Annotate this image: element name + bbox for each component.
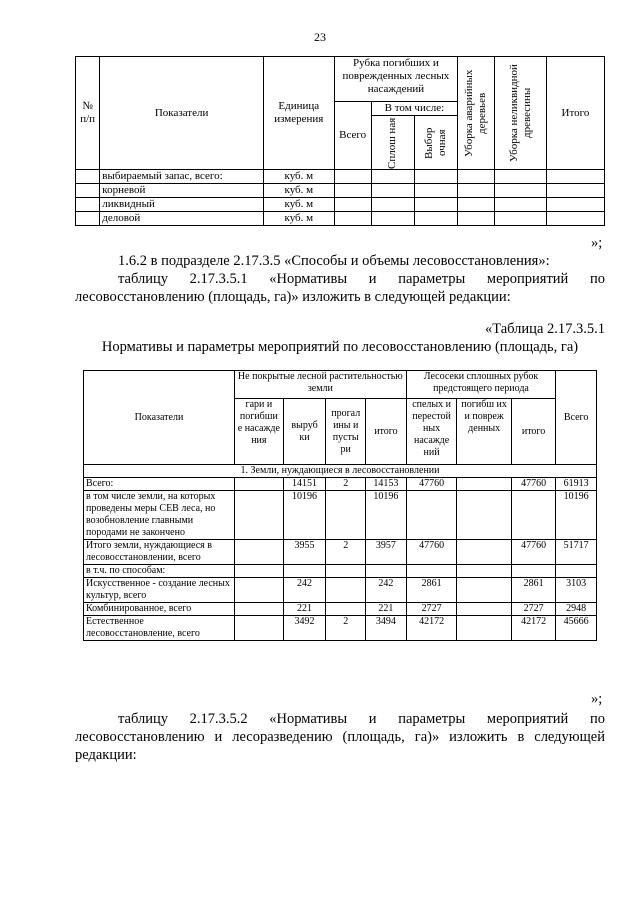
table-cell [511, 565, 555, 578]
reforestation-table [83, 370, 597, 641]
header-total: Итого [546, 57, 604, 170]
table-cell: 2727 [406, 603, 457, 616]
paragraph-1-line-3: лесовосстановлению (площадь, га)» изложить в следующей редакции: [75, 289, 511, 305]
header-mature: спелых и перестой ных насажде ний [406, 399, 457, 465]
header-cut: выруб ки [283, 399, 326, 465]
header-group1: Не покрытые лесной растительностью земли [234, 371, 406, 399]
header-illiquid: Уборка неликвидной древесины [495, 57, 547, 170]
paragraph-2-line-1: таблицу 2.17.3.5.2 «Нормативы и параметры мероприятий по [118, 711, 605, 727]
table-cell: 2861 [511, 578, 555, 603]
header-emergency: Уборка аварийных деревьев [458, 57, 495, 170]
table-cell: 47760 [511, 478, 555, 491]
paragraph-2-line-3: редакции: [75, 747, 137, 763]
table-row: деловой куб. м [76, 212, 605, 226]
closing-quote-2: »; [591, 691, 603, 707]
table-row [84, 565, 597, 578]
table-cell: 221 [283, 603, 326, 616]
table-cell: 14153 [366, 478, 407, 491]
table-cell: 221 [366, 603, 407, 616]
table-cell: 3955 [283, 540, 326, 565]
section-title: 1. Земли, нуждающиеся в лесовосстановлении [84, 465, 597, 478]
table-cell: 2727 [511, 603, 555, 616]
table-cell [457, 491, 511, 540]
header-unit: Единица измерения [263, 57, 334, 170]
table-cell: 3103 [556, 578, 597, 603]
table-row [84, 603, 597, 616]
table-cell [326, 491, 366, 540]
table-cell: 61913 [556, 478, 597, 491]
header-indicator: Показатели [100, 57, 264, 170]
row-label: Комбинированное, всего [84, 603, 235, 616]
table-cell [234, 478, 283, 491]
header-burned: гари и погибши е насажде ния [234, 399, 283, 465]
table-row [84, 540, 597, 565]
table-cell [457, 603, 511, 616]
table-cell: 2 [326, 540, 366, 565]
table-row: корневой куб. м [76, 184, 605, 198]
table-cell [366, 565, 407, 578]
table-row [84, 478, 597, 491]
row-label: Всего: [84, 478, 235, 491]
table-cell [234, 540, 283, 565]
volume-table [75, 56, 605, 226]
paragraph-1-line-1: 1.6.2 в подразделе 2.17.3.5 «Способы и объемы лесовосстановления»: [118, 253, 550, 269]
table-cell: 3494 [366, 616, 407, 641]
table-cell [406, 565, 457, 578]
row-label: в том числе земли, на которых проведены меры СЕВ леса, но возобновление главными породами не закончено [84, 491, 235, 540]
table-cell [234, 603, 283, 616]
header-subtotal-2: итого [511, 399, 555, 465]
header-num: № п/п [76, 57, 100, 170]
table-row: ликвидный куб. м [76, 198, 605, 212]
table-cell [457, 578, 511, 603]
table-cell [511, 491, 555, 540]
row-label: Искусственное - создание лесных культур, всего [84, 578, 235, 603]
table-cell [457, 616, 511, 641]
table-cell: 47760 [406, 478, 457, 491]
table-cell: 10196 [283, 491, 326, 540]
header-selective: Выбор очная [414, 116, 457, 170]
header-solid: Сплош ная [371, 116, 414, 170]
table-cell: 2948 [556, 603, 597, 616]
table-cell: 3957 [366, 540, 407, 565]
table-cell [457, 565, 511, 578]
table-cell: 14151 [283, 478, 326, 491]
header-incl: В том числе: [371, 102, 458, 116]
paragraph-2-line-2: лесовосстановлению и лесоразведению (площадь, га)» изложить в следующей [75, 729, 605, 745]
table-cell: 51717 [556, 540, 597, 565]
table-cell [406, 491, 457, 540]
table-cell [234, 616, 283, 641]
header-glades: прогал ины и пусты ри [326, 399, 366, 465]
table-cell: 242 [366, 578, 407, 603]
header-indicator: Показатели [84, 371, 235, 465]
table-title: Нормативы и параметры мероприятий по лесовосстановлению (площадь, га) [101, 339, 579, 355]
table-row [84, 491, 597, 540]
table-row [84, 578, 597, 603]
table-cell [234, 565, 283, 578]
table-cell: 2 [326, 616, 366, 641]
table-label: «Таблица 2.17.3.5.1 [484, 321, 605, 337]
table-cell: 47760 [511, 540, 555, 565]
table-cell: 3492 [283, 616, 326, 641]
table-cell [234, 491, 283, 540]
table-cell: 42172 [406, 616, 457, 641]
table-cell: 2861 [406, 578, 457, 603]
table-cell: 45666 [556, 616, 597, 641]
header-total: Всего [556, 371, 597, 465]
row-label: в т.ч. по способам: [84, 565, 235, 578]
table-cell [326, 578, 366, 603]
table-row [84, 616, 597, 641]
closing-quote-1: »; [591, 235, 603, 251]
table-cell: 242 [283, 578, 326, 603]
table-cell [234, 578, 283, 603]
table-cell [326, 565, 366, 578]
table-cell [457, 478, 511, 491]
row-label: Естественное лесовосстановление, всего [84, 616, 235, 641]
header-felling-group: Рубка погибших и поврежденных лесных насаждений [334, 57, 458, 102]
header-group2: Лесосеки сплошных рубок предстоящего периода [406, 371, 556, 399]
table-row: выбираемый запас, всего: куб. м [76, 170, 605, 184]
table-cell: 47760 [406, 540, 457, 565]
table-cell: 42172 [511, 616, 555, 641]
table-cell: 10196 [366, 491, 407, 540]
table-cell [457, 540, 511, 565]
table-cell [283, 565, 326, 578]
table-cell: 10196 [556, 491, 597, 540]
table-cell [556, 565, 597, 578]
header-total-sub: Всего [334, 102, 371, 170]
header-subtotal-1: итого [366, 399, 407, 465]
header-dead: погибш их и повреж денных [457, 399, 511, 465]
paragraph-1-line-2: таблицу 2.17.3.5.1 «Нормативы и параметры мероприятий по [118, 271, 605, 287]
page-number: 23 [314, 30, 326, 44]
row-label: Итого земли, нуждающиеся в лесовосстановлении, всего [84, 540, 235, 565]
table-cell [326, 603, 366, 616]
table-cell: 2 [326, 478, 366, 491]
